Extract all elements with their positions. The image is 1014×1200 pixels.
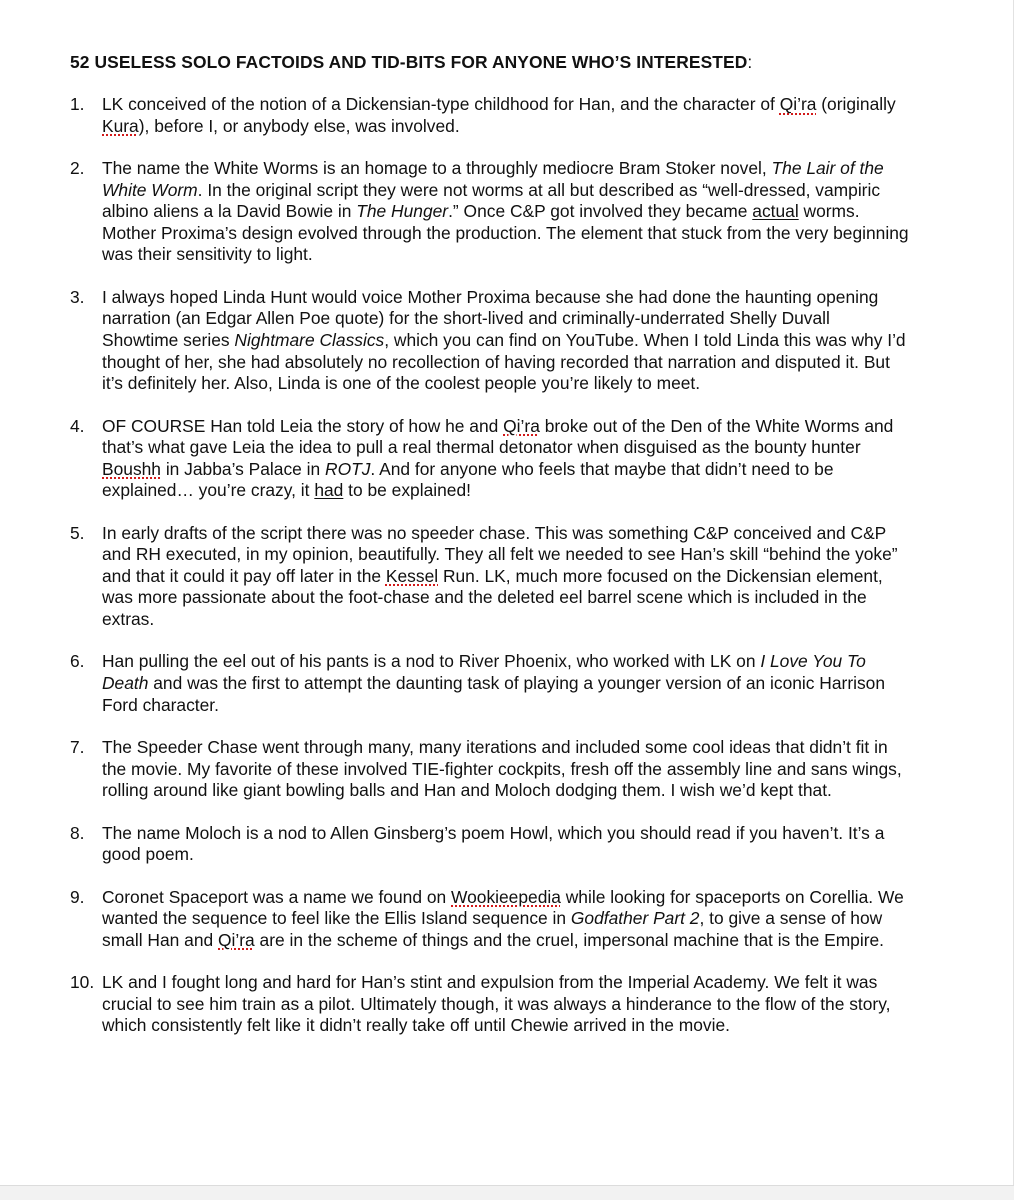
text-run: In early drafts of the script there was no speeder chase. This was something C&P conceived and C&P and RH executed, in my opinion, beautifully. They all felt we needed to see Han’s skill “behind the yoke” and that it could it pay off later in the: [102, 522, 898, 586]
factoid-number: 9.: [70, 886, 85, 907]
text-run: The name the White Worms is an homage to a throughly mediocre Bram Stoker novel,: [102, 157, 772, 178]
text-run: LK and I fought long and hard for Han’s stint and expulsion from the Imperial Academy. We felt it was crucial to see him train as a pilot. Ultimately though, it was always a hinderance to the flow of the story, which consistently felt like it didn’t really take off until Chewie arrived in the movie.: [102, 972, 891, 1036]
italic-title: ROTJ: [325, 458, 371, 479]
factoid-item: [70, 972, 910, 1037]
factoid-item: [70, 94, 910, 137]
factoid-item: [70, 737, 910, 802]
italic-title: The Hunger: [356, 201, 449, 222]
text-run: worms. Mother Proxima’s design evolved through the production. The element that stuck from the very beginning was their sensitivity to light.: [102, 201, 909, 265]
text-run: Han pulling the eel out of his pants is a nod to River Phoenix, who worked with LK on: [102, 651, 761, 672]
factoid-number: 6.: [70, 651, 85, 672]
spellcheck-flagged-word: Boushh: [102, 458, 161, 479]
document-title-text: 52 USELESS SOLO FACTOIDS AND TID-BITS FOR ANYONE WHO’S INTERESTED: [70, 52, 748, 72]
factoid-text: [102, 158, 909, 264]
factoid-text: [102, 887, 904, 950]
factoid-number: 2.: [70, 157, 85, 178]
factoid-text: [102, 416, 893, 501]
factoid-text: [102, 972, 890, 1035]
text-run: broke out of the Den of the White Worms and that’s what gave Leia the idea to pull a real thermal detonator when disguised as the bounty hunter: [102, 415, 894, 458]
text-run: I always hoped Linda Hunt would voice Mother Proxima because she had done the haunting opening narration (an Edgar Allen Poe quote) for the short-lived and criminally-underrated Shelly Duvall Showtime series: [102, 286, 879, 350]
factoid-text: [102, 94, 896, 136]
text-run: .” Once C&P got involved they became: [448, 201, 753, 222]
spellcheck-flagged-word: Wookieepedia: [451, 886, 561, 907]
factoid-number: 7.: [70, 737, 85, 758]
factoid-item: [70, 651, 910, 716]
text-run: in Jabba’s Palace in: [160, 458, 326, 479]
factoid-text: [102, 823, 884, 865]
factoid-text: [102, 737, 902, 800]
text-run: (originally: [816, 94, 896, 114]
spellcheck-flagged-word: Kura: [102, 115, 139, 136]
factoid-item: [70, 823, 910, 866]
text-run: . And for anyone who feels that maybe that didn’t need to be explained… you’re crazy, it: [102, 458, 834, 501]
text-run: The name Moloch is a nod to Allen Ginsberg’s poem Howl, which you should read if you haven’t. It’s a good poem.: [102, 822, 885, 865]
factoid-list: [70, 94, 910, 1037]
factoid-number: 4.: [70, 415, 85, 436]
spellcheck-flagged-word: Qi’ra: [779, 94, 817, 114]
text-run: while looking for spaceports on Corellia. We wanted the sequence to feel like the Ellis Island sequence in: [102, 886, 904, 929]
text-run: The Speeder Chase went through many, many iterations and included some cool ideas that didn’t fit in the movie. My favorite of these involved TIE-fighter cockpits, fresh off the assembly line and sans wings, rolling around like giant bowling balls and Han and Moloch dodging them. I wish we’d kept that.: [102, 737, 902, 801]
factoid-item: [70, 287, 910, 395]
text-run: ), before I, or anybody else, was involved.: [138, 115, 460, 136]
factoid-item: [70, 158, 910, 266]
factoid-text: [102, 651, 885, 714]
text-run: OF COURSE Han told Leia the story of how he and: [102, 415, 504, 436]
factoid-text: [102, 287, 906, 393]
factoid-number: 1.: [70, 94, 85, 114]
factoid-number: 8.: [70, 822, 85, 843]
spellcheck-flagged-word: Kessel: [385, 565, 439, 586]
factoid-item: [70, 416, 910, 502]
text-run: . In the original script they were not worms at all but described as “well-dressed, vampiric albino aliens a la David Bowie in: [102, 179, 881, 222]
text-run: LK conceived of the notion of a Dickensian-type childhood for Han, and the character of: [102, 94, 780, 114]
factoid-number: 5.: [70, 522, 85, 543]
document-title-colon: :: [747, 52, 753, 72]
factoid-item: [70, 523, 910, 631]
document-title: [70, 50, 910, 74]
underlined-word: had: [314, 480, 344, 501]
factoid-number: 10.: [70, 972, 95, 993]
italic-title: Godfather Part 2: [570, 908, 700, 929]
text-run: to be explained!: [343, 480, 471, 501]
document-body: [70, 50, 910, 1058]
text-run: Run. LK, much more focused on the Dickensian element, was more passionate about the foot-chase and the deleted eel barrel scene which is included in the extras.: [102, 565, 883, 630]
factoid-text: [102, 523, 898, 629]
window-bottom-edge: [0, 1185, 1014, 1200]
underlined-word: actual: [752, 201, 799, 222]
spellcheck-flagged-word: Qi’ra: [503, 415, 540, 436]
spellcheck-flagged-word: Qi’ra: [218, 929, 255, 950]
italic-title: I Love You To Death: [102, 651, 866, 694]
italic-title: Nightmare Classics: [234, 329, 385, 350]
text-run: , to give a sense of how small Han and: [102, 908, 883, 950]
text-run: Coronet Spaceport was a name we found on: [102, 886, 451, 907]
factoid-item: [70, 887, 910, 952]
factoid-number: 3.: [70, 286, 85, 307]
text-run: , which you can find on YouTube. When I told Linda this was why I’d thought of her, she had absolutely no recollection of having recorded that narration and disputed it. But it’s definitely her. Also, Linda is one of the coolest people you’re likely to meet.: [102, 329, 906, 394]
text-run: are in the scheme of things and the cruel, impersonal machine that is the Empire.: [254, 929, 885, 950]
italic-title: The Lair of the White Worm: [102, 157, 884, 200]
text-run: and was the first to attempt the daunting task of playing a younger version of an iconic Harrison Ford character.: [102, 673, 886, 715]
